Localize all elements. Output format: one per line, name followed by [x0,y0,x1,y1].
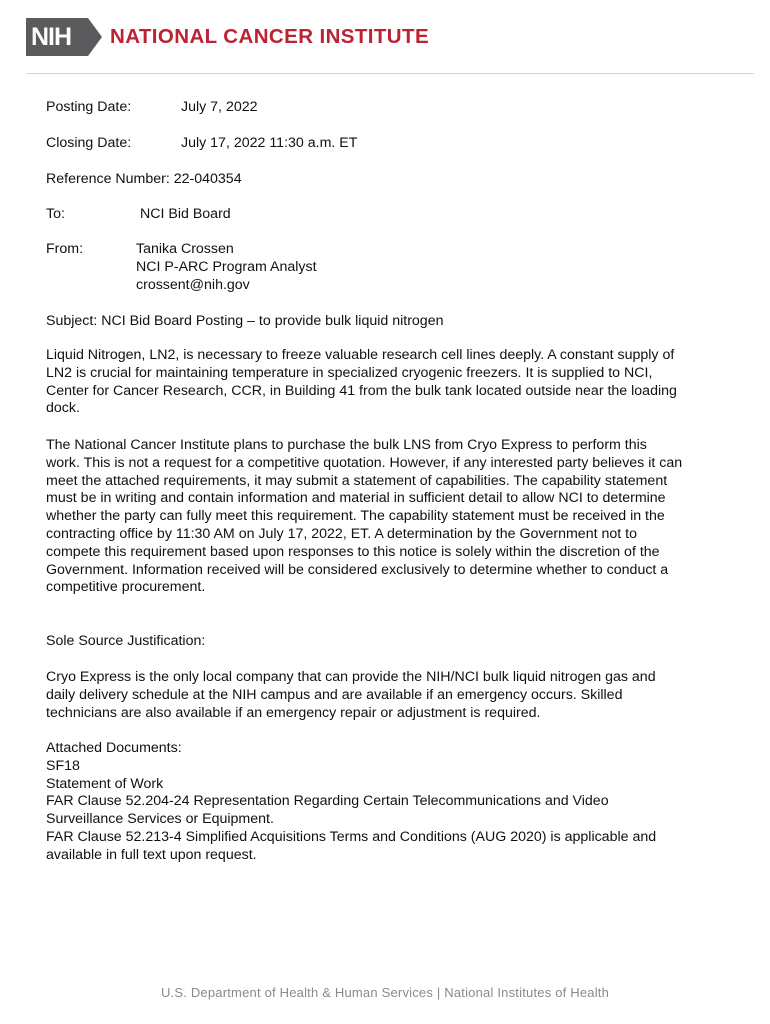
attachment-item-continued: available in full text upon request. [46,846,257,863]
paragraph-ln2-need [46,347,736,418]
paragraph-line: work. This is not a request for a competitive quotation. However, if any interested party believes it can [46,454,683,471]
reference-number: Reference Number: 22-040354 [46,171,242,187]
page-footer: U.S. Department of Health & Human Services | National Institutes of Health [160,985,610,1000]
paragraph-line: must be in writing and contain information and material in sufficient detail to allow NCI to determine [46,490,666,507]
paragraph-line: contracting office by 11:30 AM on July 17, 2022, ET. A determination by the Government not to [46,525,637,542]
paragraph-line: Center for Cancer Research, CCR, in Building 41 from the bulk tank located outside near the loading [46,382,677,399]
attachment-item-continued: Surveillance Services or Equipment. [46,811,274,828]
subject-line: Subject: NCI Bid Board Posting – to provide bulk liquid nitrogen [46,313,444,329]
from-label: From: [46,241,84,257]
nih-logo-text: NIH [31,22,72,51]
to-value: NCI Bid Board [140,206,231,222]
attachments-heading: Attached Documents: [46,740,182,756]
paragraph-line: dock. [46,400,80,417]
attachments-list [46,740,736,865]
header-divider [26,73,754,74]
paragraph-line: Cryo Express is the only local company that can provide the NIH/NCI bulk liquid nitrogen gas and [46,669,656,685]
closing-date-label: Closing Date: [46,135,132,151]
from-title: NCI P-ARC Program Analyst [136,259,317,275]
paragraph-line: compete this requirement based upon responses to this notice is solely within the discretion of the [46,543,660,560]
paragraph-line: technicians are also available if an emergency repair or adjustment is required. [46,704,541,721]
closing-date-value: July 17, 2022 11:30 a.m. ET [181,135,358,151]
attachment-item: Statement of Work [46,775,164,792]
nih-logo-box [26,18,88,56]
posting-date-label: Posting Date: [46,99,132,115]
sole-source-heading: Sole Source Justification: [46,633,206,649]
nci-logo [26,18,429,56]
paragraph-line: Liquid Nitrogen, LN2, is necessary to freeze valuable research cell lines deeply. A constant supply of [46,347,675,363]
paragraph-sole-source [46,669,736,722]
from-email[interactable]: crossent@nih.gov [136,277,250,293]
posting-date-value: July 7, 2022 [181,99,258,115]
paragraph-line: competitive procurement. [46,579,206,596]
paragraph-line: daily delivery schedule at the NIH campus and are available if an emergency occurs. Skilled [46,686,623,703]
paragraph-line: Government. Information received will be considered exclusively to determine whether to conduct a [46,561,669,578]
paragraph-line: whether the party can fully meet this requirement. The capability statement must be received in the [46,508,665,525]
to-label: To: [46,206,65,222]
from-name: Tanika Crossen [136,241,234,257]
attachment-item: FAR Clause 52.204-24 Representation Regarding Certain Telecommunications and Video [46,793,609,810]
paragraph-line: LN2 is crucial for maintaining temperature in specialized cryogenic freezers. It is supplied to NCI, [46,364,653,381]
paragraph-purchase-intent [46,437,736,597]
attachment-item: SF18 [46,757,80,774]
attachment-item: FAR Clause 52.213-4 Simplified Acquisitions Terms and Conditions (AUG 2020) is applicable and [46,828,657,845]
institute-name: NATIONAL CANCER INSTITUTE [110,25,430,48]
paragraph-line: meet the attached requirements, it may submit a statement of capabilities. The capability statement [46,472,668,489]
paragraph-line: The National Cancer Institute plans to purchase the bulk LNS from Cryo Express to perform this [46,437,647,453]
